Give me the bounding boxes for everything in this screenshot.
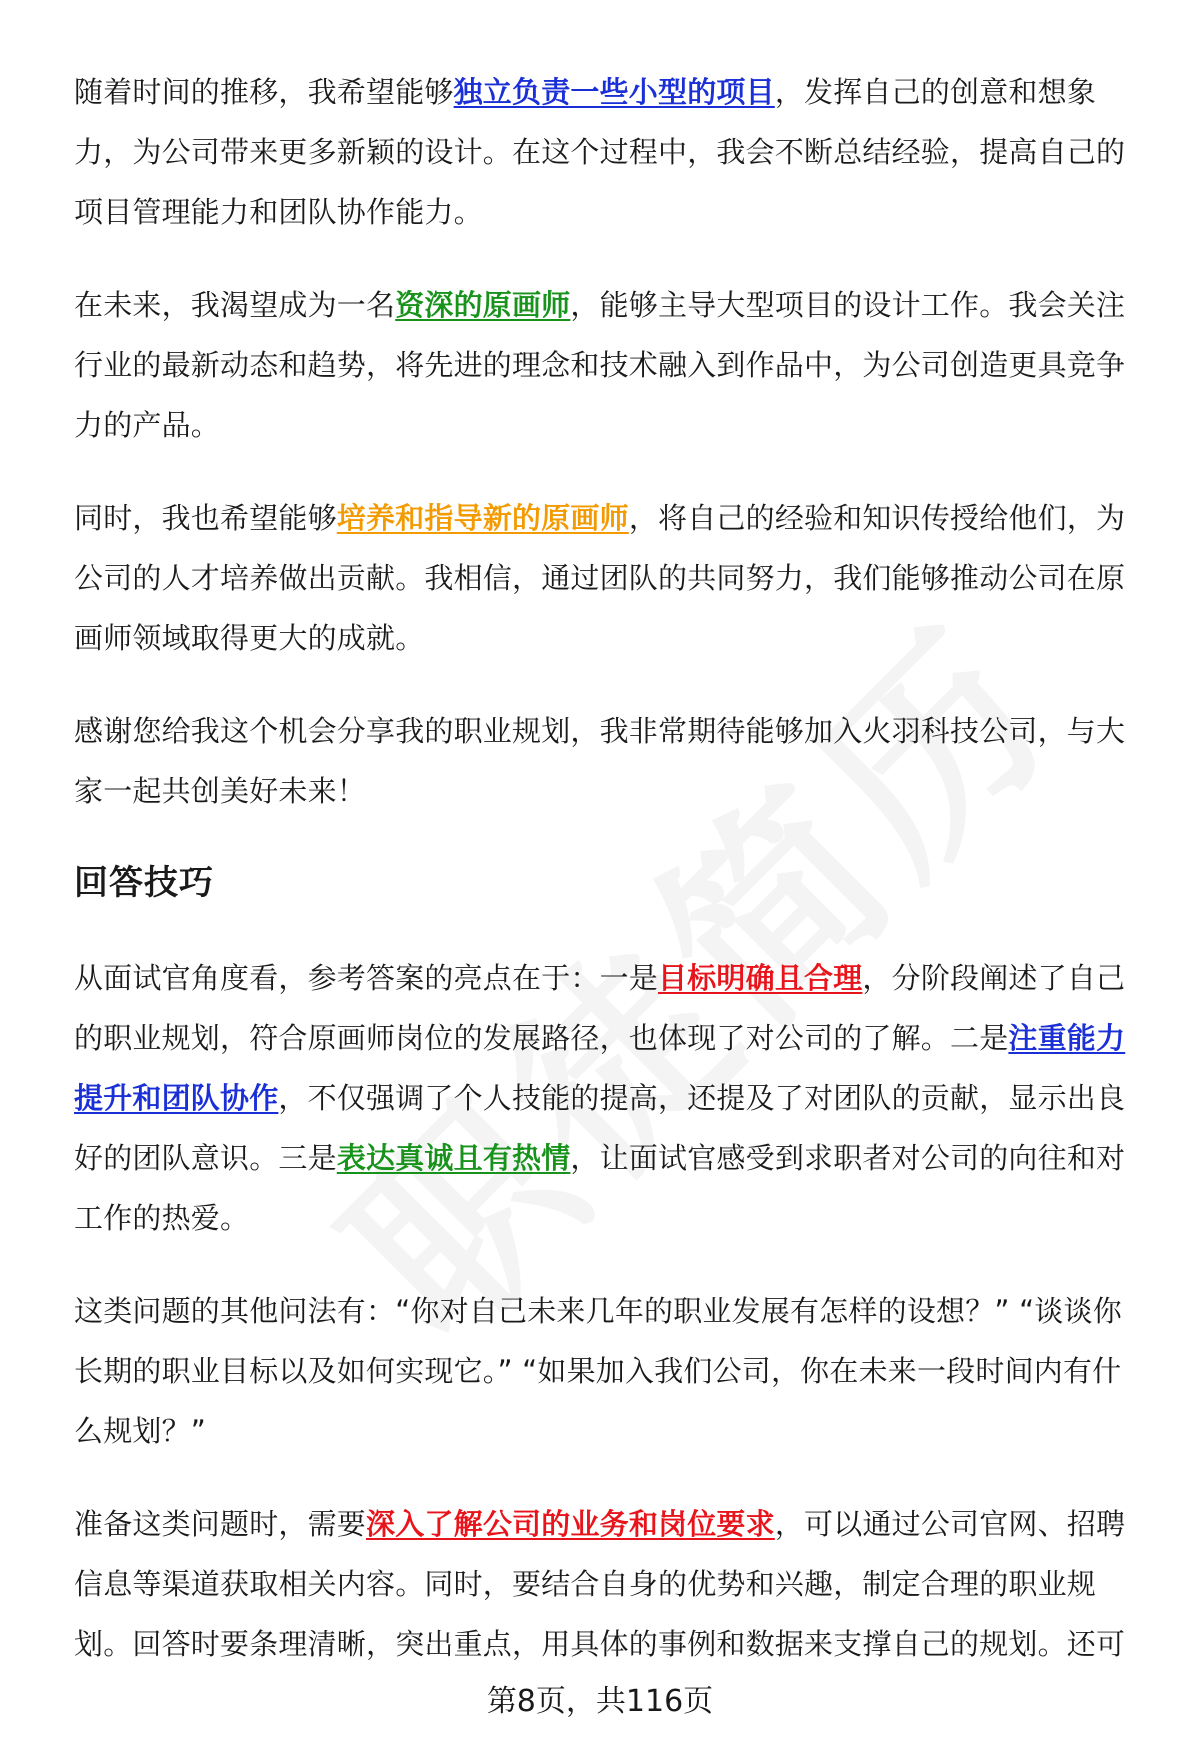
tips-paragraphs	[74, 948, 1144, 1674]
paragraph	[74, 275, 1144, 455]
highlight-phrase: 资深的原画师	[395, 288, 571, 322]
text-run: 准备这类问题时，需要	[74, 1507, 367, 1541]
text-run: ，将自己的经验和知识传授给他们，为公司的人才培养做出贡献。我相信，通过团队的共同努力，我们能够推动公司在原画师领域取得更大的成就。	[74, 501, 1126, 655]
text-run: ，能够主导大型项目的设计工作。我会关注行业的最新动态和趋势，将先进的理念和技术融入到作品中，为公司创造更具竞争力的产品。	[74, 288, 1126, 442]
text-run: 同时，我也希望能够	[74, 501, 337, 535]
text-run: ，可以通过公司官网、招聘信息等渠道获取相关内容。同时，要结合自身的优势和兴趣，制定合理的职业规划。回答时要条理清晰，突出重点，用具体的事例和数据来支撑自己的规划。还可	[74, 1507, 1126, 1661]
paragraph	[74, 1281, 1144, 1461]
paragraph	[74, 1494, 1144, 1674]
paragraph	[74, 488, 1144, 668]
text-run: 在未来，我渴望成为一名	[74, 288, 396, 322]
highlight-phrase: 注重能力提升和团队协作	[74, 1021, 1126, 1115]
text-run: ，发挥自己的创意和想象力，为公司带来更多新颖的设计。在这个过程中，我会不断总结经验，提高自己的项目管理能力和团队协作能力。	[74, 75, 1126, 229]
text-run: 随着时间的推移，我希望能够	[74, 75, 454, 109]
document-body	[74, 62, 1144, 1707]
highlight-phrase: 表达真诚且有热情	[336, 1141, 571, 1175]
text-run: 这类问题的其他问法有：“你对自己未来几年的职业发展有怎样的设想？” “谈谈你长期的职业目标以及如何实现它。” “如果加入我们公司，你在未来一段时间内有什么规划？”	[74, 1294, 1122, 1448]
text-run: ，让面试官感受到求职者对公司的向往和对工作的热爱。	[74, 1141, 1126, 1235]
paragraph	[74, 948, 1144, 1248]
section-title: 回答技巧	[74, 863, 214, 903]
text-run: ，分阶段阐述了自己的职业规划，符合原画师岗位的发展路径，也体现了对公司的了解。二是	[74, 961, 1126, 1055]
paragraph	[74, 701, 1144, 821]
highlight-phrase: 目标明确且合理	[658, 961, 863, 995]
answer-paragraphs	[74, 62, 1144, 821]
page-number: 第8页，共116页	[486, 1684, 714, 1719]
highlight-phrase: 深入了解公司的业务和岗位要求	[366, 1507, 775, 1541]
highlight-phrase: 独立负责一些小型的项目	[453, 75, 775, 109]
text-run: 感谢您给我这个机会分享我的职业规划，我非常期待能够加入火羽科技公司，与大家一起共创美好未来！	[74, 714, 1126, 808]
paragraph	[74, 62, 1144, 242]
text-run: 从面试官角度看，参考答案的亮点在于：一是	[74, 961, 659, 995]
highlight-phrase: 培养和指导新的原画师	[336, 501, 629, 535]
text-run: ，不仅强调了个人技能的提高，还提及了对团队的贡献，显示出良好的团队意识。三是	[74, 1081, 1126, 1175]
